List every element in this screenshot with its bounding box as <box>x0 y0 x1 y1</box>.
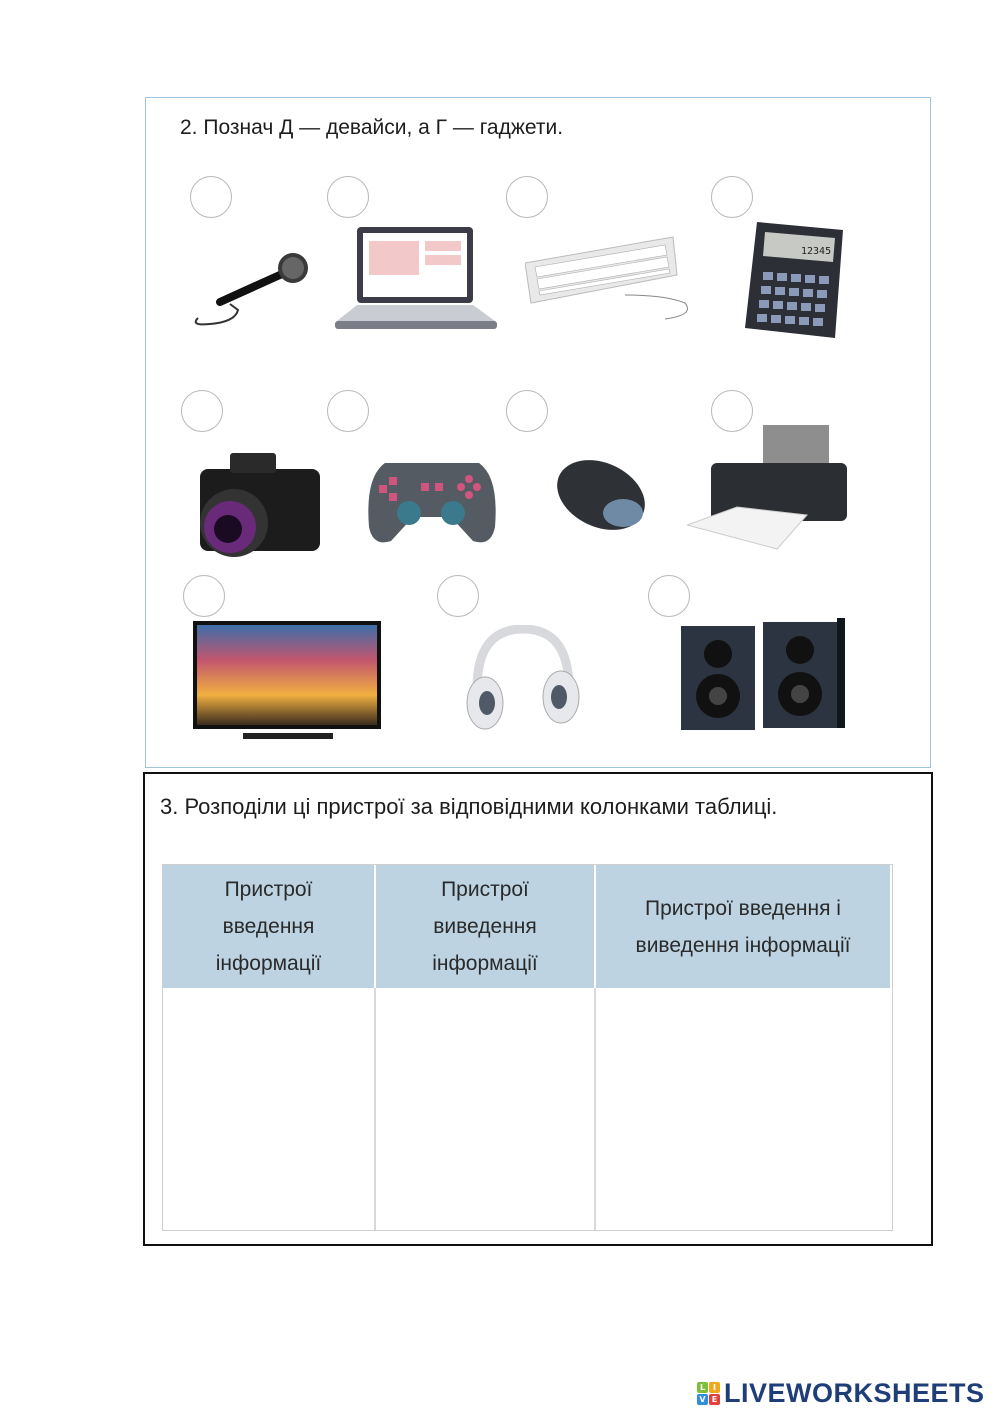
logo-badge-letter: L <box>697 1382 708 1393</box>
laptop-image <box>335 225 497 333</box>
sorting-table <box>162 864 893 1231</box>
camera-image <box>190 447 322 559</box>
column-header-output: Пристрої виведення інформації <box>376 865 596 988</box>
liveworksheets-logo <box>697 1378 985 1409</box>
column-header-input-output: Пристрої введення і виведення інформації <box>596 865 892 988</box>
tv-image <box>193 621 383 743</box>
drop-zone-input[interactable] <box>163 988 376 1230</box>
logo-badge-letter: E <box>709 1394 720 1405</box>
logo-badge <box>697 1382 720 1405</box>
answer-circle-calculator[interactable] <box>711 176 753 218</box>
task-2-title: 2. Познач Д — девайси, а Г — гаджети. <box>180 116 564 139</box>
microphone-image <box>190 252 312 328</box>
answer-circle-tv[interactable] <box>183 575 225 617</box>
drop-zone-output[interactable] <box>376 988 596 1230</box>
answer-circle-microphone[interactable] <box>190 176 232 218</box>
logo-badge-letter: I <box>709 1382 720 1393</box>
printer-image <box>687 425 851 550</box>
answer-circle-mouse[interactable] <box>506 390 548 432</box>
answer-circle-keyboard[interactable] <box>506 176 548 218</box>
logo-badge-letter: V <box>697 1394 708 1405</box>
answer-circle-speakers[interactable] <box>648 575 690 617</box>
speakers-image <box>681 618 859 732</box>
headphones-image <box>463 625 585 733</box>
answer-circle-gamepad[interactable] <box>327 390 369 432</box>
calculator-image <box>745 222 845 338</box>
calculator-display: 12345 <box>801 246 832 257</box>
logo-text: LIVEWORKSHEETS <box>724 1378 985 1408</box>
drop-zone-input-output[interactable] <box>596 988 892 1230</box>
task-3-title: 3. Розподіли ці пристрої за відповідними колонками таблиці. <box>160 794 778 819</box>
keyboard-image <box>525 235 697 321</box>
answer-circle-camera[interactable] <box>181 390 223 432</box>
answer-circle-headphones[interactable] <box>437 575 479 617</box>
column-header-input: Пристрої введення інформації <box>163 865 376 988</box>
gamepad-image <box>365 457 499 547</box>
answer-circle-laptop[interactable] <box>327 176 369 218</box>
mouse-image <box>555 455 649 539</box>
